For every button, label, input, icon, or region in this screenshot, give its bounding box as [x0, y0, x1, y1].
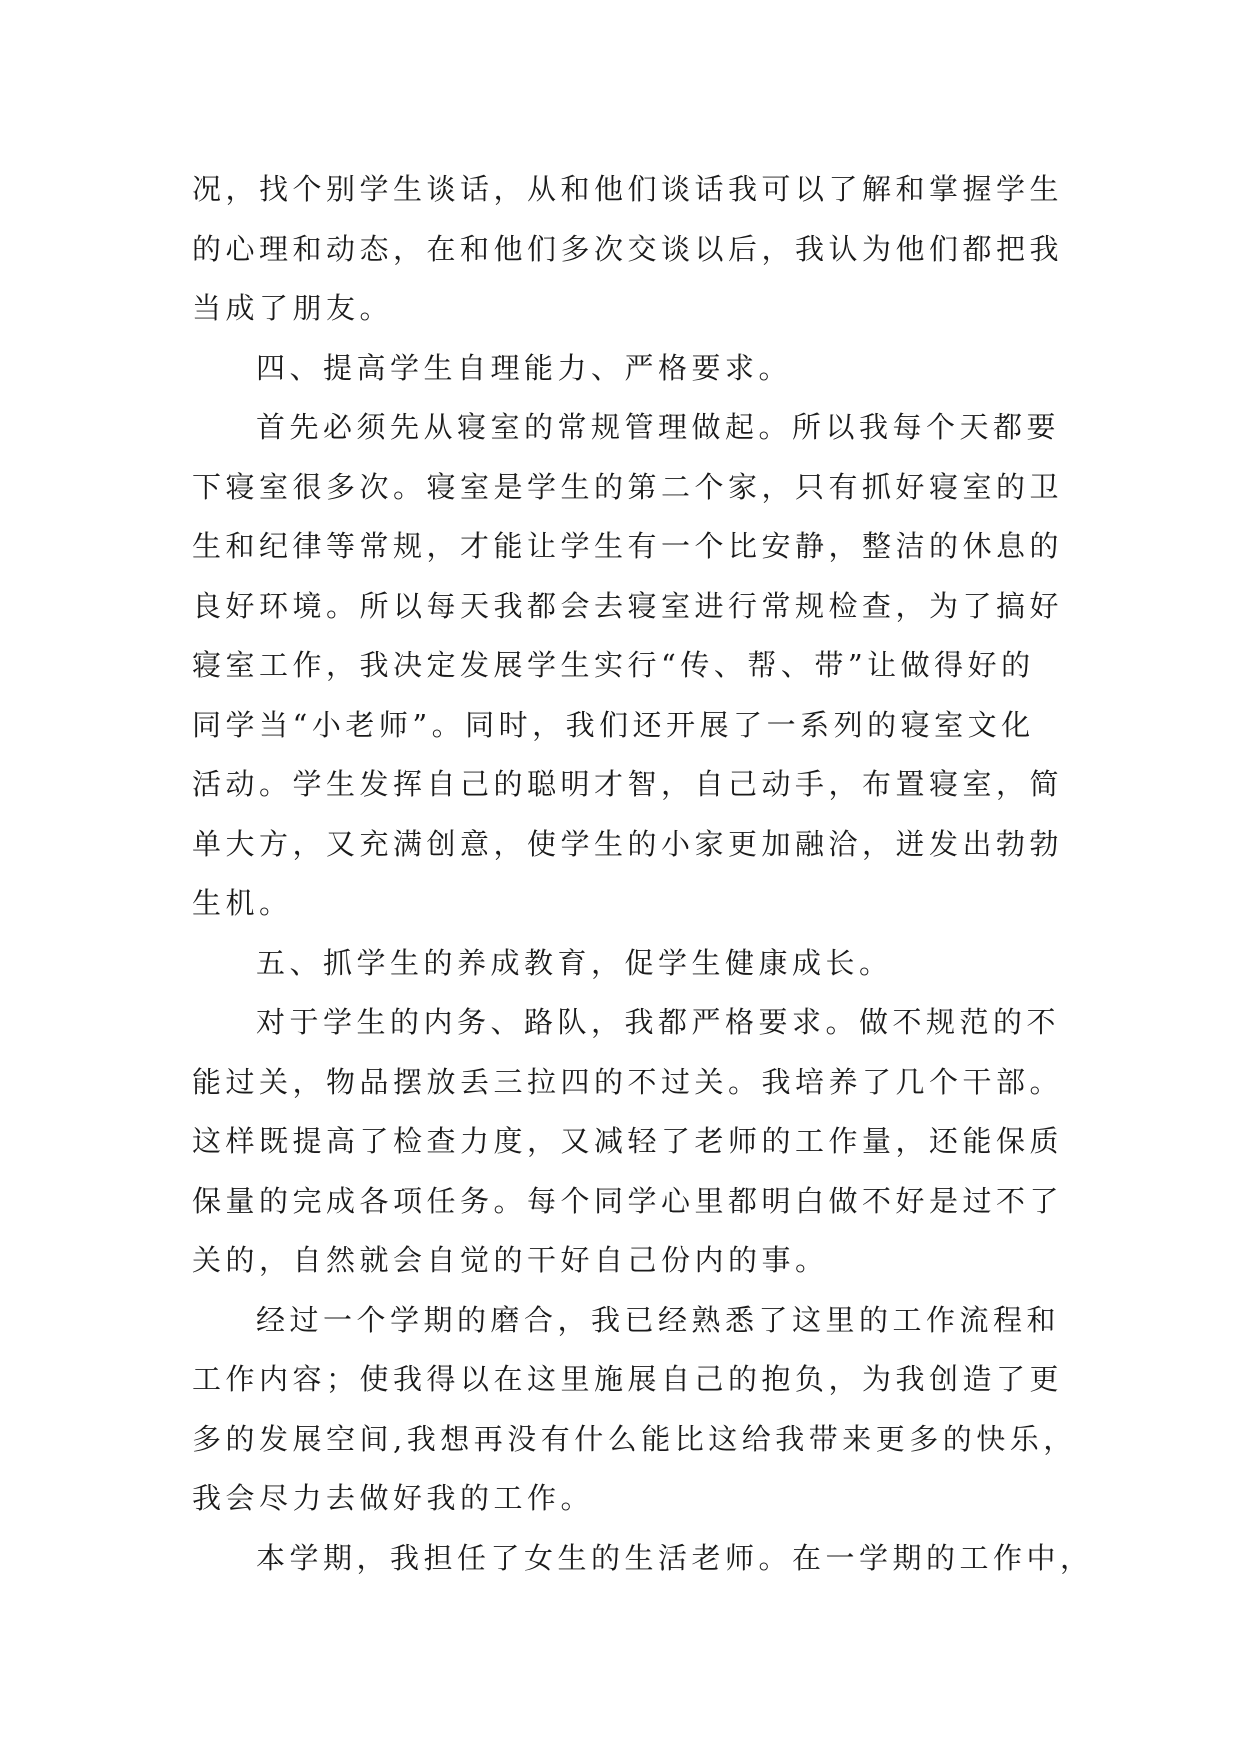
text-line: 本学期，我担任了女生的生活老师。在一学期的工作中，	[256, 1540, 1094, 1575]
text-line: 况，找个别学生谈话，从和他们谈话我可以了解和掌握学生	[192, 172, 1064, 206]
text-line: 工作内容；使我得以在这里施展自己的抱负，为我创造了更	[192, 1362, 1064, 1396]
text-line: 良好环境。所以每天我都会去寝室进行常规检查，为了搞好	[192, 588, 1064, 623]
text-line: 我会尽力去做好我的工作。	[192, 1481, 595, 1515]
document-body	[192, 160, 1094, 1588]
text-line: 的心理和动态，在和他们多次交谈以后，我认为他们都把我	[192, 231, 1064, 266]
text-line: 寝室工作，我决定发展学生实行“传、帮、带”让做得好的	[192, 648, 1035, 682]
text-line: 首先必须先从寝室的常规管理做起。所以我每个天都要	[256, 410, 1061, 444]
text-line: 同学当“小老师”。同时，我们还开展了一系列的寝室文化	[192, 707, 1035, 742]
text-line: 这样既提高了检查力度，又减轻了老师的工作量，还能保质	[192, 1124, 1064, 1158]
text-line: 对于学生的内务、路队，我都严格要求。做不规范的不	[256, 1005, 1061, 1039]
text-line: 经过一个学期的磨合，我已经熟悉了这里的工作流程和	[256, 1302, 1061, 1337]
text-line: 关的，自然就会自觉的干好自己份内的事。	[192, 1243, 829, 1277]
text-line: 能过关，物品摆放丢三拉四的不过关。我培养了几个干部。	[192, 1064, 1064, 1099]
text-line: 单大方，又充满创意，使学生的小家更加融洽，迸发出勃勃	[192, 826, 1064, 861]
text-line: 活动。学生发挥自己的聪明才智，自己动手，布置寝室，简	[192, 767, 1064, 801]
text-line: 五、抓学生的养成教育，促学生健康成长。	[256, 945, 893, 980]
text-line: 保量的完成各项任务。每个同学心里都明白做不好是过不了	[192, 1183, 1064, 1218]
text-line: 下寝室很多次。寝室是学生的第二个家，只有抓好寝室的卫	[192, 469, 1064, 504]
text-line: 当成了朋友。	[192, 291, 394, 325]
text-line: 生机。	[192, 886, 293, 920]
text-line: 多的发展空间,我想再没有什么能比这给我带来更多的快乐，	[192, 1421, 1077, 1456]
text-line: 四、提高学生自理能力、严格要求。	[256, 350, 793, 385]
text-line: 生和纪律等常规，才能让学生有一个比安静，整洁的休息的	[192, 529, 1064, 563]
